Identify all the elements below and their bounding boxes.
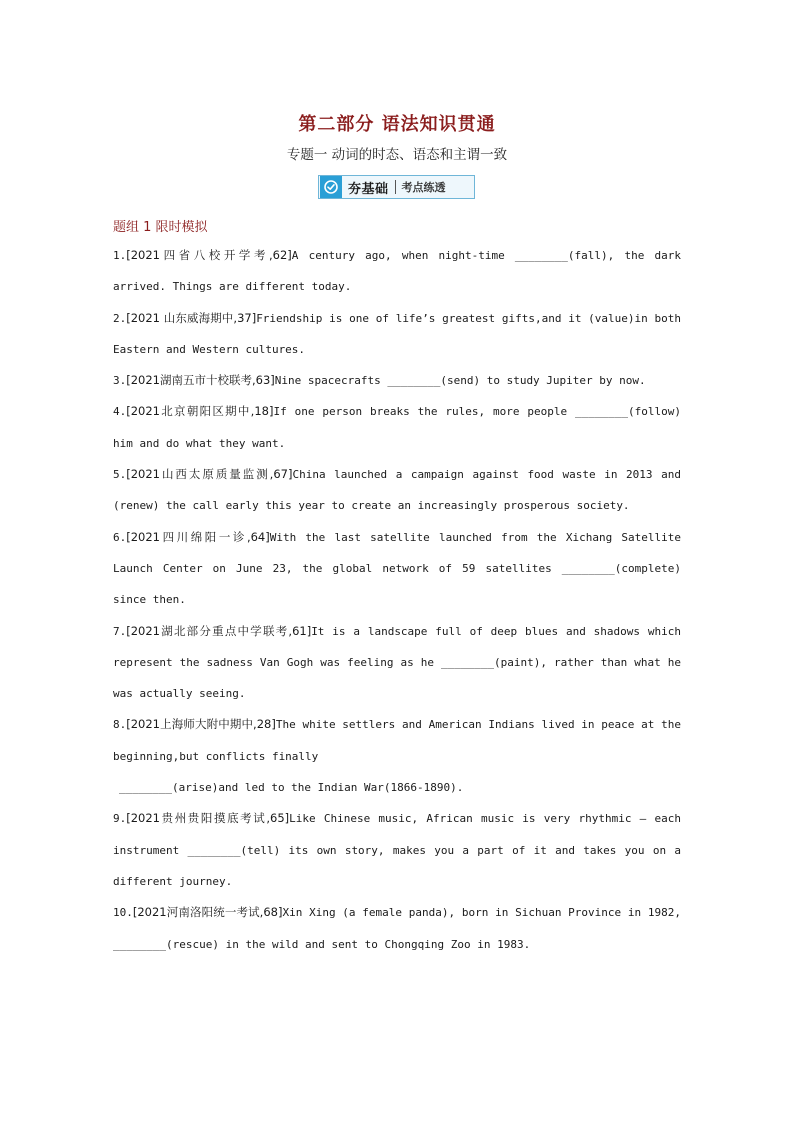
banner-divider xyxy=(395,180,396,194)
question-number: 3. xyxy=(113,374,127,388)
question-source: [2021四川绵阳一诊,64] xyxy=(126,529,270,544)
question-text: Nine spacecrafts ________(send) to study Jupiter by now. xyxy=(274,374,646,388)
question-item xyxy=(113,459,681,522)
topic-title: 专题一 动词的时态、语态和主谓一致 xyxy=(286,147,508,163)
question-text: Xin Xing (a female panda), born in Sichuan Province in 1982, ________(rescue) in the wild and sent to Chongqing Zoo in 1983. xyxy=(113,906,681,951)
question-text: With the last satellite launched from the Xichang Satellite Launch Center on June 23, the global network of 59 satellites ________(complete) since then. xyxy=(113,530,682,607)
question-source: [2021贵州贵阳摸底考试,65] xyxy=(126,811,290,826)
question-number: 6. xyxy=(113,530,127,544)
question-source: [2021四省八校开学考,62] xyxy=(126,248,292,262)
question-item xyxy=(113,396,681,459)
question-text: China launched a campaign against food waste in 2013 and (renew) the call early this year to create an increasingly prosperous society. xyxy=(113,468,681,513)
question-source: [2021 山东威海期中,37] xyxy=(126,310,257,325)
question-text: Friendship is one of life’s greatest gifts,and it (value)in both Eastern and Western cultures. xyxy=(113,311,681,356)
question-text: A century ago, when night-time ________(fall), the dark arrived. Things are different today. xyxy=(113,249,681,294)
banner-sub-label: 考点练透 xyxy=(401,181,446,194)
question-item xyxy=(113,240,681,303)
section-banner xyxy=(318,175,475,199)
question-source: [2021上海师大附中期中,28] xyxy=(126,717,276,732)
question-number: 5. xyxy=(113,468,127,482)
question-item xyxy=(113,803,681,897)
part-title: 第二部分 语法知识贯通 xyxy=(298,114,496,135)
question-text: Like Chinese music, African music is very rhythmic — each instrument ________(tell) its own story, makes you a part of it and takes you on a different journey. xyxy=(113,812,681,888)
check-circle-icon xyxy=(320,176,342,198)
question-text: It is a landscape full of deep blues and shadows which represent the sadness Van Gogh was feeling as he ________(paint), rather than what he was actually seeing. xyxy=(113,624,681,701)
question-continuation: ________(arise)and led to the Indian War(1866-1890). xyxy=(119,781,464,795)
question-number: 2. xyxy=(113,311,127,325)
question-number: 7. xyxy=(113,624,127,638)
question-text: If one person breaks the rules, more people ________(follow) him and do what they want. xyxy=(113,405,682,450)
question-source: [2021河南洛阳统一考试,68] xyxy=(132,905,283,920)
question-item xyxy=(113,709,681,803)
question-number: 8. xyxy=(113,718,127,732)
question-number: 9. xyxy=(113,812,127,826)
question-list xyxy=(113,240,681,960)
banner-main-label: 夯基础 xyxy=(348,181,389,197)
question-item xyxy=(113,365,681,396)
question-item xyxy=(113,303,681,366)
question-source: [2021山西太原质量监测,67] xyxy=(126,467,293,482)
question-text: The white settlers and American Indians lived in peace at the beginning,but conflicts finally xyxy=(113,718,681,763)
question-source: [2021北京朝阳区期中,18] xyxy=(126,404,274,419)
question-item xyxy=(113,522,681,616)
question-number: 4. xyxy=(113,405,127,419)
group-title: 题组 1 限时模拟 xyxy=(113,220,208,235)
question-item xyxy=(113,897,681,960)
question-item xyxy=(113,616,681,710)
question-number: 1. xyxy=(113,249,127,262)
question-source: [2021湖南五市十校联考,63] xyxy=(126,373,275,388)
question-source: [2021湖北部分重点中学联考,61] xyxy=(126,623,312,638)
question-number: 10. xyxy=(113,906,133,920)
